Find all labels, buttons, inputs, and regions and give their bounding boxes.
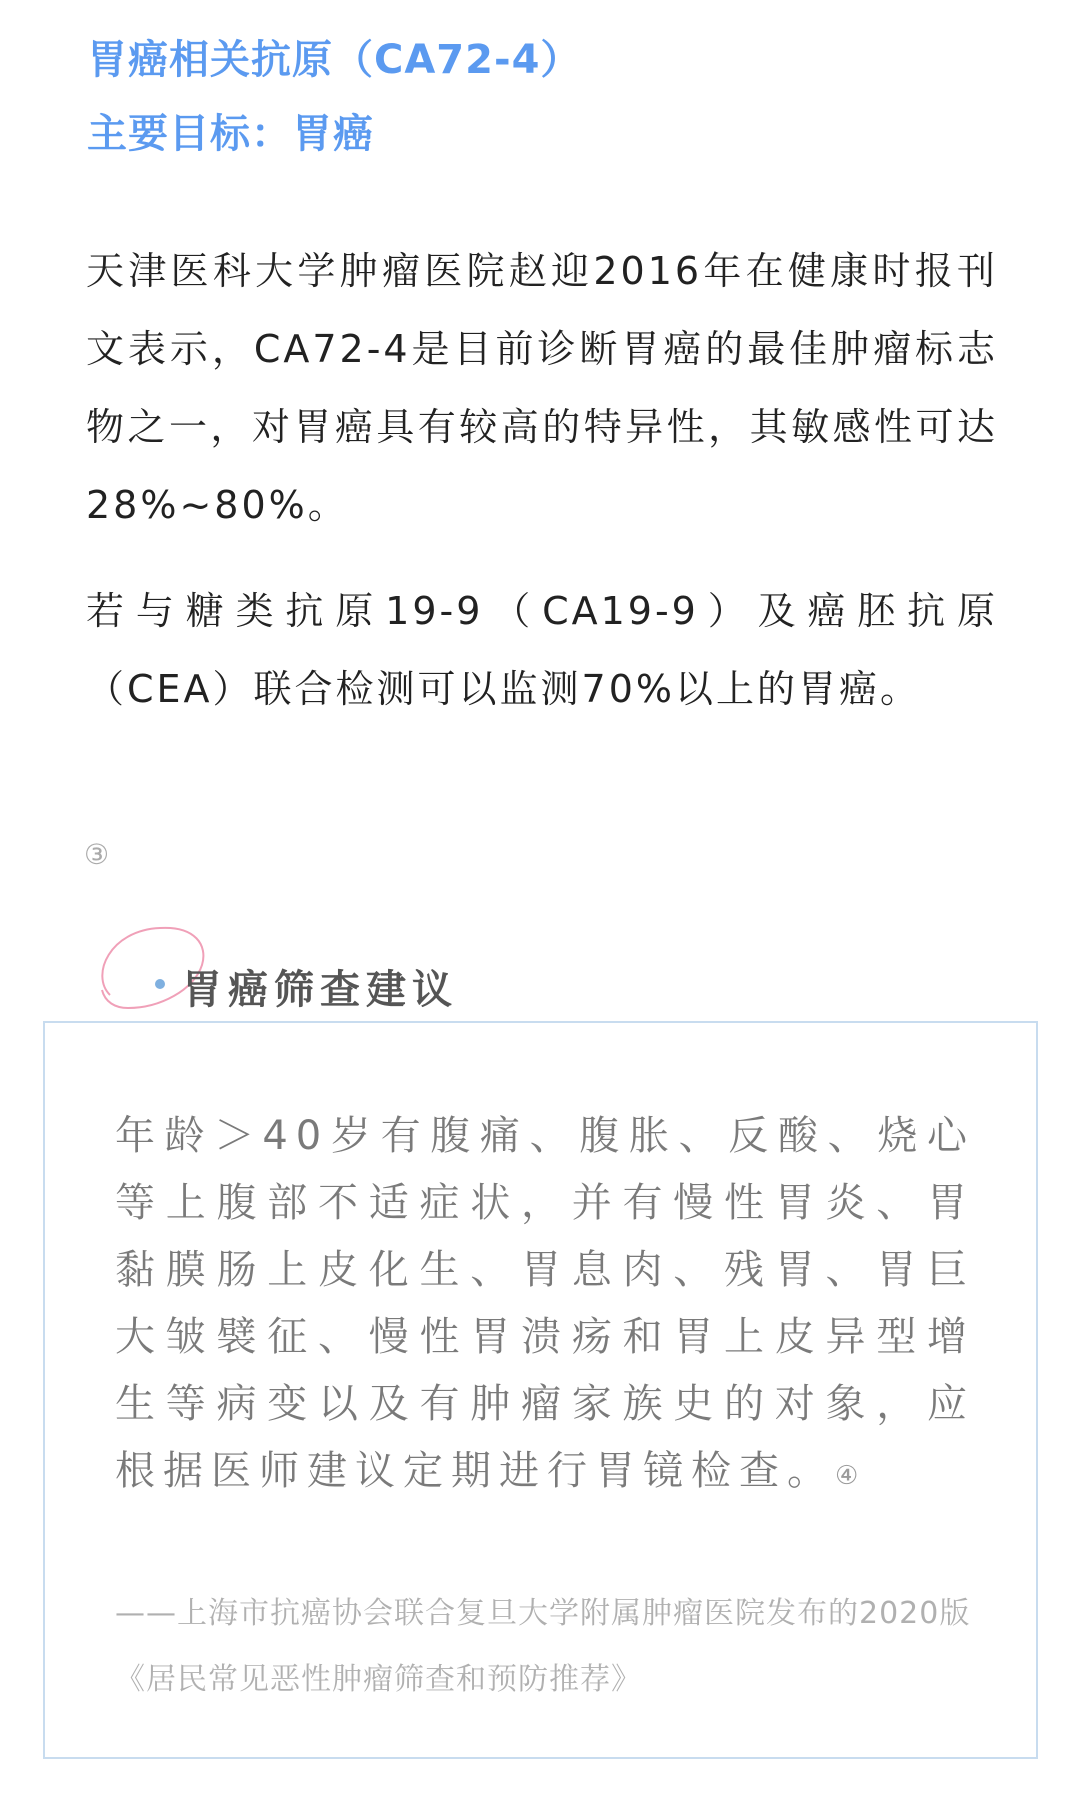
main-target-heading: 主要目标：胃癌 (87, 111, 374, 157)
recommendation-box (43, 1021, 1038, 1759)
section-bullet-icon (155, 979, 165, 989)
recommendation-body: 年龄＞40岁有腹痛、腹胀、反酸、烧心等上腹部不适症状，并有慢性胃炎、胃黏膜肠上皮化生、胃息肉、残胃、胃巨大皱襞征、慢性胃溃疡和胃上皮异型增生等病变以及有肿瘤家族史的对象，应根据医师建议定期进行胃镜检查。 (115, 1113, 975, 1494)
paragraph-ca724-intro: 天津医科大学肿瘤医院赵迎2016年在健康时报刊文表示，CA72-4是目前诊断胃癌的最佳肿瘤标志物之一，对胃癌具有较高的特异性，其敏感性可达28%~80%。 (86, 249, 998, 527)
section-title: 胃癌筛查建议 (182, 967, 458, 1013)
reference-marker-3[interactable]: ③ (84, 838, 110, 871)
article-title: 胃癌相关抗原（CA72-4） (87, 37, 582, 83)
paragraph-combined-detection: 若与糖类抗原19-9（CA19-9）及癌胚抗原（CEA）联合检测可以监测70%以上的胃癌。 (86, 589, 998, 711)
recommendation-text (115, 1103, 975, 1510)
reference-marker-4[interactable]: ④ (835, 1461, 859, 1491)
recommendation-source: ——上海市抗癌协会联合复旦大学附属肿瘤医院发布的2020版《居民常见恶性肿瘤筛查和预防推荐》 (115, 1596, 971, 1697)
